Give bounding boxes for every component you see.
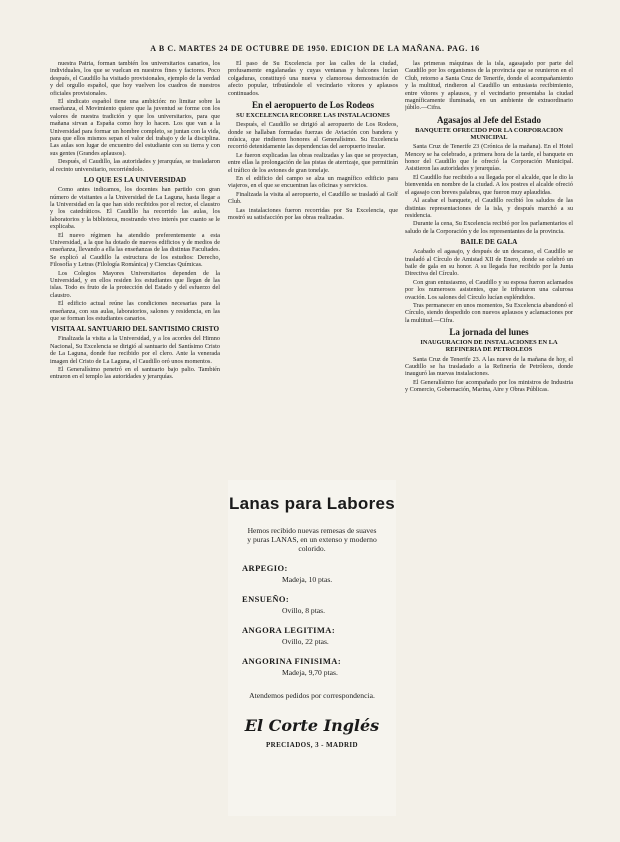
paragraph: El sindicato español tiene una ambición: no limitar sobre la enseñanza, el Movimiento quiere que la juventud se forme con los valores de nuestra tradición y que los universitarios, para que mañana sirvan a España como hoy lo hacen. Los que van a la Universidad para formar un hombre completo, se juntan con la vida, para que ellos mismos sepan el valor del trabajo y de la disciplina. Las aulas son lugar de encuentro del estudiante con su tierra y con sus gentes (Grandes aplausos).	[50, 98, 220, 157]
section-subheading: BANQUETE OFRECIDO POR LA CORPORACION MUNICIPAL	[415, 126, 563, 142]
paragraph: Durante la cena, Su Excelencia recibió por los parlamentarios el saludo de la Corporación y de los representantes de la provincia.	[405, 220, 573, 235]
ad-item-name: ANGORINA FINISIMA:	[242, 656, 342, 666]
paragraph: Después, el Caudillo, las autoridades y jerarquías, se trasladaron al recinto universitario, recorriéndolo.	[50, 158, 220, 173]
column-left	[50, 60, 220, 820]
paragraph: las primeras máquinas de la isla, agasajado por parte del Caudillo por los organismos de la provincia que se reunieron en el Club, retorno a Santa Cruz de Tenerife, donde el acompañamiento y la multitud, rindieron al Caudillo un entusiasta recibimiento, entre vítores y aplausos, y el vecindario presentaba la ciudad magníficamente iluminada, en un ambiente de extraordinario júbilo.—Cifra.	[405, 60, 573, 112]
ad-item-name: ENSUEÑO:	[242, 594, 290, 604]
paragraph: El Caudillo fue recibido a su llegada por el alcalde, que le dio la bienvenida en nombre de la ciudad. A los postres el alcalde ofreció el agasajo con breves palabras, que fueron muy aplaudidas.	[405, 173, 573, 196]
ad-item-price: Madeja, 10 ptas.	[282, 575, 333, 584]
ad-item	[242, 594, 382, 615]
ad-item-name: ANGORA LEGITIMA:	[242, 625, 336, 635]
ad-item	[242, 625, 382, 646]
paragraph: El edificio actual reúne las condiciones necesarias para la enseñanza, con sus aulas, laboratorios, salones y residencia, en las que se forman los estudiantes canarios.	[50, 300, 220, 322]
section-subheading: INAUGURACION DE INSTALACIONES EN LA REFINERIA DE PETROLEOS	[420, 339, 558, 354]
paragraph: Como antes indicamos, los docentes han partido con gran número de visitantes a la Universidad de La Laguna, hasta llegar a la Universidad en la que han sido recibidos por el rector, el claustro y los catedráticos. El Caudillo ha recorrido las aulas, los laboratorios y la biblioteca, mostrando vivo interés por cuanto se le explicaba.	[50, 186, 220, 231]
store-logo: El Corte Inglés	[244, 716, 380, 735]
paragraph: Le fueron explicadas las obras realizadas y las que se proyectan, entre ellas la prolongación de las pistas de aterrizaje, que permitirán el tráfico de los aviones de gran tonelaje.	[228, 151, 398, 174]
paragraph: Santa Cruz de Tenerife 23 (Crónica de la mañana). En el Hotel Mencey se ha celebrado, a primera hora de la tarde, el banquete en honor del Caudillo que le ofreció la Corporación Municipal. Asistieron las autoridades y jerarquías.	[405, 143, 573, 173]
ad-item-price: Madeja, 9,70 ptas.	[282, 668, 338, 677]
store-address: PRECIADOS, 3 - MADRID	[265, 741, 358, 749]
section-heading: VISITA AL SANTUARIO DEL SANTISIMO CRISTO	[50, 325, 220, 334]
column-middle	[228, 60, 398, 300]
ad-item-name: ARPEGIO:	[242, 563, 288, 573]
column-right	[405, 60, 573, 820]
section-heading: BAILE DE GALA	[460, 238, 518, 247]
section-heading: La jornada del lunes	[449, 327, 529, 338]
paragraph: Con gran entusiasmo, el Caudillo y su esposa fueron aclamados por los numerosos asistentes, que le tributaron una calurosa ovación. Los salones del Círculo lucían espléndidos.	[405, 278, 573, 301]
ad-item-price: Ovillo, 8 ptas.	[282, 606, 326, 615]
paragraph: Acabado el agasajo, y después de un descanso, el Caudillo se trasladó al Círculo de Amistad XII de Enero, donde se celebró un baile de gala en su honor. A su llegada fue recibido por la Junta Directiva del Círculo.	[405, 248, 573, 278]
paragraph: Tras permanecer en unos momentos, Su Excelencia abandonó el Círculo, siendo despedido con nuevos aplausos y aclamaciones por la multitud.—Cifra.	[405, 301, 573, 324]
paragraph: El Generalísimo penetró en el santuario bajo palio. También entraron en el templo las autoridades y jerarquías.	[50, 366, 220, 381]
paragraph: En el edificio del campo se alza un magnífico edificio para viajeros, en el que se encuentran las oficinas y servicios.	[228, 175, 398, 190]
paragraph: Los Colegios Mayores Universitarios dependen de la Universidad, y en ellos residen los estudiantes que llegan de las islas. Todo es fruto de la protección del Estado y del esfuerzo del claustro.	[50, 269, 220, 299]
paragraph: Finalizada la visita a la Universidad, y a los acordes del Himno Nacional, Su Excelencia se dirigió al santuario del Santísimo Cristo de La Laguna, donde fue recibido por el clero. Ante la venerada imagen del Cristo de La Laguna, el Caudillo oró unos momentos.	[50, 335, 220, 365]
ad-intro: Hemos recibido nuevas remesas de suaves y puras LANAS, en un extenso y moderno colorido.	[247, 526, 377, 553]
section-subheading: SU EXCELENCIA RECORRE LAS INSTALACIONES	[236, 112, 390, 120]
ad-item-price: Ovillo, 22 ptas.	[282, 637, 329, 646]
advertisement	[228, 480, 396, 816]
paragraph: Después, el Caudillo se dirigió al aeropuerto de Los Rodeos, donde se hallaban formadas fuerzas de Aviación con bandera y música, que rindieron honores al Generalísimo. Su Excelencia recorrió detenidamente las dependencias del aeropuerto insular.	[228, 121, 398, 151]
paragraph: El nuevo régimen ha atendido preferentemente a esta Universidad, a la que ha dotado de nuevos edificios y de medios de enseñanza, llevando a ella las enseñanzas de las distintas Facultades. Se explicó al Caudillo la estructura de los estudios: Derecho, Filosofía y Letras (Filología Románica) y Ciencias Químicas.	[50, 231, 220, 269]
paragraph: Finalizada la visita al aeropuerto, el Caudillo se trasladó al Golf Club.	[228, 190, 398, 206]
page-header: A B C. MARTES 24 DE OCTUBRE DE 1950. EDICION DE LA MAÑANA. PAG. 16	[150, 44, 480, 53]
ad-footer: Atendemos pedidos por correspondencia.	[249, 691, 375, 700]
section-heading: LO QUE ES LA UNIVERSIDAD	[83, 176, 187, 185]
paragraph: El Generalísimo fue acompañado por los ministros de Industria y Comercio, Gobernación, Marina, Aire y Obras Públicas.	[405, 378, 573, 394]
ad-item	[242, 656, 382, 677]
paragraph: Santa Cruz de Tenerife 23. A las nueve de la mañana de hoy, el Caudillo se ha trasladado a la Refinería de Petróleos, donde inauguró las nuevas instalaciones.	[405, 355, 573, 378]
ad-item	[242, 563, 382, 584]
section-heading: Agasajos al Jefe del Estado	[437, 114, 541, 125]
section-heading: En el aeropuerto de Los Rodeos	[251, 100, 375, 111]
paragraph: nuestra Patria, forman también los universitarios canarios, los individuales, los que se vuelcan en nuestros fines y factores. Poco después, el Caudillo ha visitado provisionales, ejemplo de la verdad y del orgullo español, que hoy vuelven los cuadros de nuestros oficiales provisionales.	[50, 60, 220, 97]
paragraph: El paso de Su Excelencia por las calles de la ciudad, profusamente engalanadas y cuyas ventanas y balcones lucían colgaduras, constituyó una nueva y clamorosa demostración de afecto popular, tributándole el vecindario vítores y aplausos continuados.	[228, 60, 398, 97]
paragraph: Las instalaciones fueron recorridas por Su Excelencia, que mostró su satisfacción por las obras realizadas.	[228, 206, 398, 222]
ad-title: Lanas para Labores	[228, 494, 396, 513]
paragraph: Al acabar el banquete, el Caudillo recibió los saludos de las distintas representaciones de la isla, y después marchó a su residencia.	[405, 197, 573, 219]
